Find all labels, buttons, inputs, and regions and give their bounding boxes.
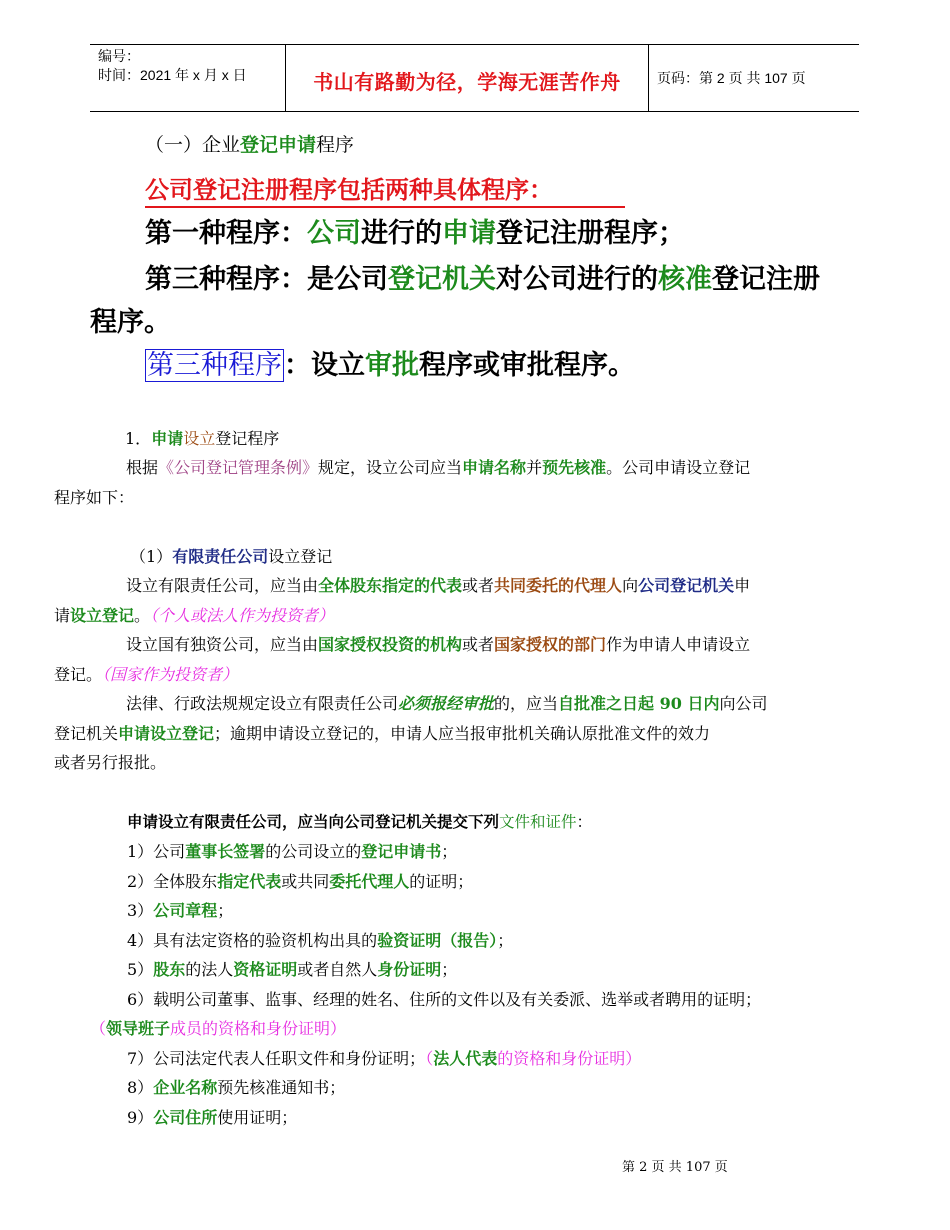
header-page-info: 页码：第 2 页 共 107 页: [657, 70, 806, 86]
header-motto: 书山有路勤为径，学海无涯苦作舟: [286, 45, 649, 111]
program-three-link[interactable]: 第三种程序: [147, 350, 282, 381]
program-two-cont: 程序。: [90, 307, 171, 338]
list-item: 5）股东的法人资格证明或者自然人身份证明；: [127, 960, 458, 979]
list-item: 6）载明公司董事、监事、经理的姓名、住所的文件以及有关委派、选举或者聘用的证明；: [127, 989, 762, 1009]
paragraph-regulation: 根据《公司登记管理条例》规定，设立公司应当申请名称并预先核准。公司申请设立登记 程序如下：: [54, 458, 751, 507]
paragraph-state-owned: 设立国有独资公司，应当由国家授权投资的机构或者国家授权的部门作为申请人申请设立 登记。（国家作为投资者）: [54, 635, 751, 684]
list-item: 7）公司法定代表人任职文件和身份证明；（法人代表的资格和身份证明）: [127, 1048, 642, 1068]
documents-list: [90, 837, 867, 1132]
section-heading: （一）企业登记申请程序: [145, 134, 355, 156]
documents-intro: 申请设立有限责任公司，应当向公司登记机关提交下列文件和证件：: [127, 813, 593, 831]
list-item: 2）全体股东指定代表或共同委托代理人的证明；: [127, 871, 474, 891]
paragraph-approval: 法律、行政法规规定设立有限责任公司必须报经审批的，应当自批准之日起 90 日内向公司 登记机关申请设立登记；逾期申请设立登记的，申请人应当报审批机关确认原批准文件的效力 或者另行报批。: [54, 694, 768, 772]
list-item: 1）公司董事长签署的公司设立的登记申请书；: [127, 842, 458, 861]
subheading-apply: 1．申请设立登记程序: [125, 429, 280, 448]
page-footer: 第 2 页 共 107 页: [622, 1160, 728, 1175]
program-one: 第一种程序：公司进行的申请登记注册程序；: [145, 218, 685, 249]
program-two: 第三种程序：是公司登记机关对公司进行的核准登记注册: [145, 264, 820, 295]
subheading-llc: （1）有限责任公司设立登记: [130, 547, 333, 566]
time-label: 时间：2021 年 x 月 x 日: [98, 67, 247, 83]
program-three: 第三种程序：设立审批程序或审批程序。: [147, 350, 635, 381]
list-item: 8）企业名称预先核准通知书；: [127, 1078, 346, 1097]
header-meta: [90, 45, 286, 111]
red-title: 公司登记注册程序包括两种具体程序：: [145, 170, 625, 208]
paragraph-llc: 设立有限责任公司，应当由全体股东指定的代表或者共同委托的代理人向公司登记机关申 请设立登记。（个人或法人作为投资者）: [54, 576, 751, 625]
list-item: （领导班子成员的资格和身份证明）: [90, 1019, 347, 1038]
list-item: 4）具有法定资格的验资机构出具的验资证明（报告）；: [127, 930, 514, 950]
list-item: 9）公司住所使用证明；: [127, 1107, 298, 1127]
page-header: [90, 44, 859, 112]
list-item: 3）公司章程；: [127, 901, 234, 920]
number-label: 编号：: [98, 48, 140, 64]
